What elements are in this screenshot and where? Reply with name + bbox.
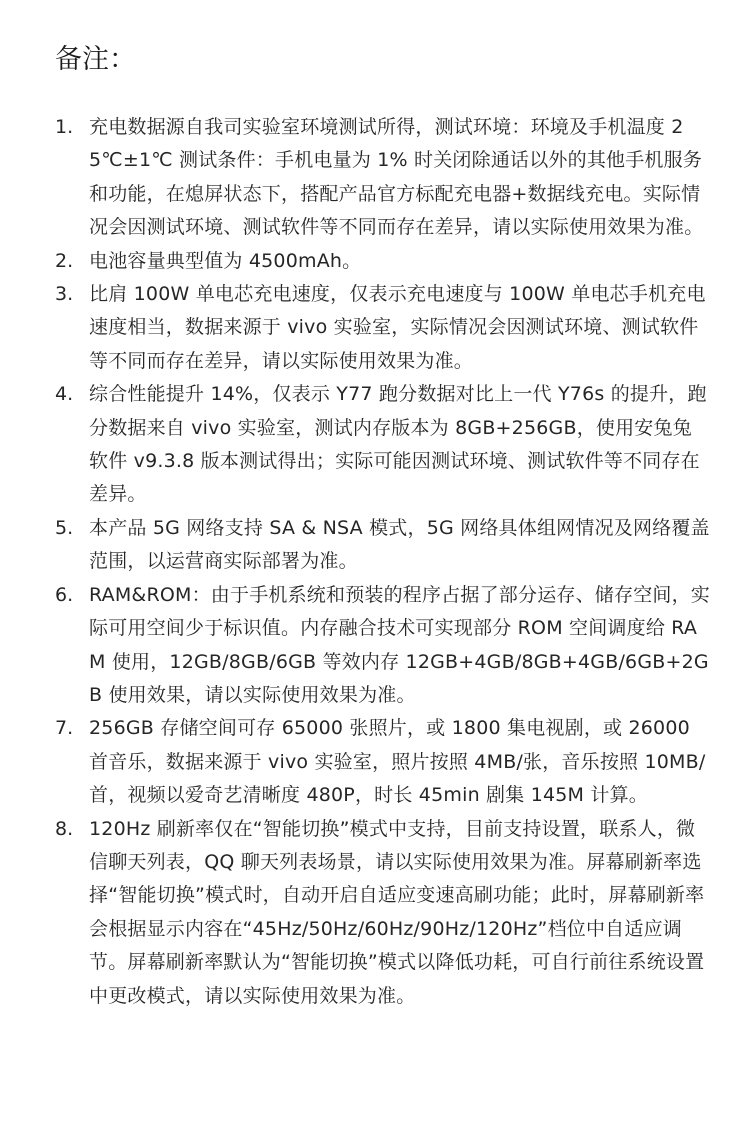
note-item-6 [55,579,710,713]
note-number: 1. [55,116,74,138]
note-number: 4. [55,383,74,406]
note-number: 7. [55,717,74,740]
note-text: 120Hz 刷新率仅在“智能切换”模式中支持，目前支持设置，联系人，微信聊天列表，QQ 聊天列表场景，请以实际使用效果为准。屏幕刷新率选择“智能切换”模式时，自动开启自适应变速高刷功能；此时，屏幕刷新率会根据显示内容在“45Hz/50Hz/60Hz/90Hz/120Hz”档位中自适应调节。屏幕刷新率默认为“智能切换”模式以降低功耗，可自行前往系统设置中更改模式，请以实际使用效果为准。 [89,817,705,1007]
note-item-3 [55,278,710,378]
note-text: 充电数据源自我司实验室环境测试所得，测试环境：环境及手机温度 25℃±1℃ 测试条件：手机电量为 1% 时关闭除通话以外的其他手机服务和功能，在熄屏状态下，搭配产品官方标配充电器+数据线充电。实际情况会因测试环境、测试软件等不同而存在差异，请以实际使用效果为准。 [89,116,704,239]
note-number: 6. [55,583,74,606]
note-item-2 [55,245,710,278]
note-text: 256GB 存储空间可存 65000 张照片，或 1800 集电视剧，或 26000 首音乐，数据来源于 vivo 实验室，照片按照 4MB/张，音乐按照 10MB/首，视频以爱奇艺清晰度 480P，时长 45min 剧集 145M 计算。 [89,717,706,807]
note-text: 比肩 100W 单电芯充电速度，仅表示充电速度与 100W 单电芯手机充电速度相当，数据来源于 vivo 实验室，实际情况会因测试环境、测试软件等不同而存在差异，请以实际使用效果为准。 [89,283,706,372]
note-number: 2. [55,249,74,272]
notes-list [55,111,710,1013]
note-item-8 [55,813,710,1013]
note-number: 8. [55,817,74,840]
note-item-7 [55,712,710,812]
note-text: 本产品 5G 网络支持 SA & NSA 模式，5G 网络具体组网情况及网络覆盖范围，以运营商实际部署为准。 [89,516,710,573]
note-number: 5. [55,516,74,539]
note-number: 3. [55,283,74,306]
notes-title: 备注： [55,44,136,75]
note-item-4 [55,378,710,512]
note-item-1 [55,111,710,245]
note-text: RAM&ROM：由于手机系统和预装的程序占据了部分运存、储存空间，实际可用空间少于标识值。内存融合技术可实现部分 ROM 空间调度给 RAM 使用，12GB/8GB/6GB 等效内存 12GB+4GB/8GB+4GB/6GB+2GB 使用效果，请以实际使用效果为准。 [89,583,710,706]
note-item-5 [55,512,710,579]
note-text: 综合性能提升 14%，仅表示 Y77 跑分数据对比上一代 Y76s 的提升，跑分数据来自 vivo 实验室，测试内存版本为 8GB+256GB，使用安兔兔软件 v9.3.8 版本测试得出；实际可能因测试环境、测试软件等不同存在差异。 [89,383,707,506]
note-text: 电池容量典型值为 4500mAh。 [89,249,362,272]
